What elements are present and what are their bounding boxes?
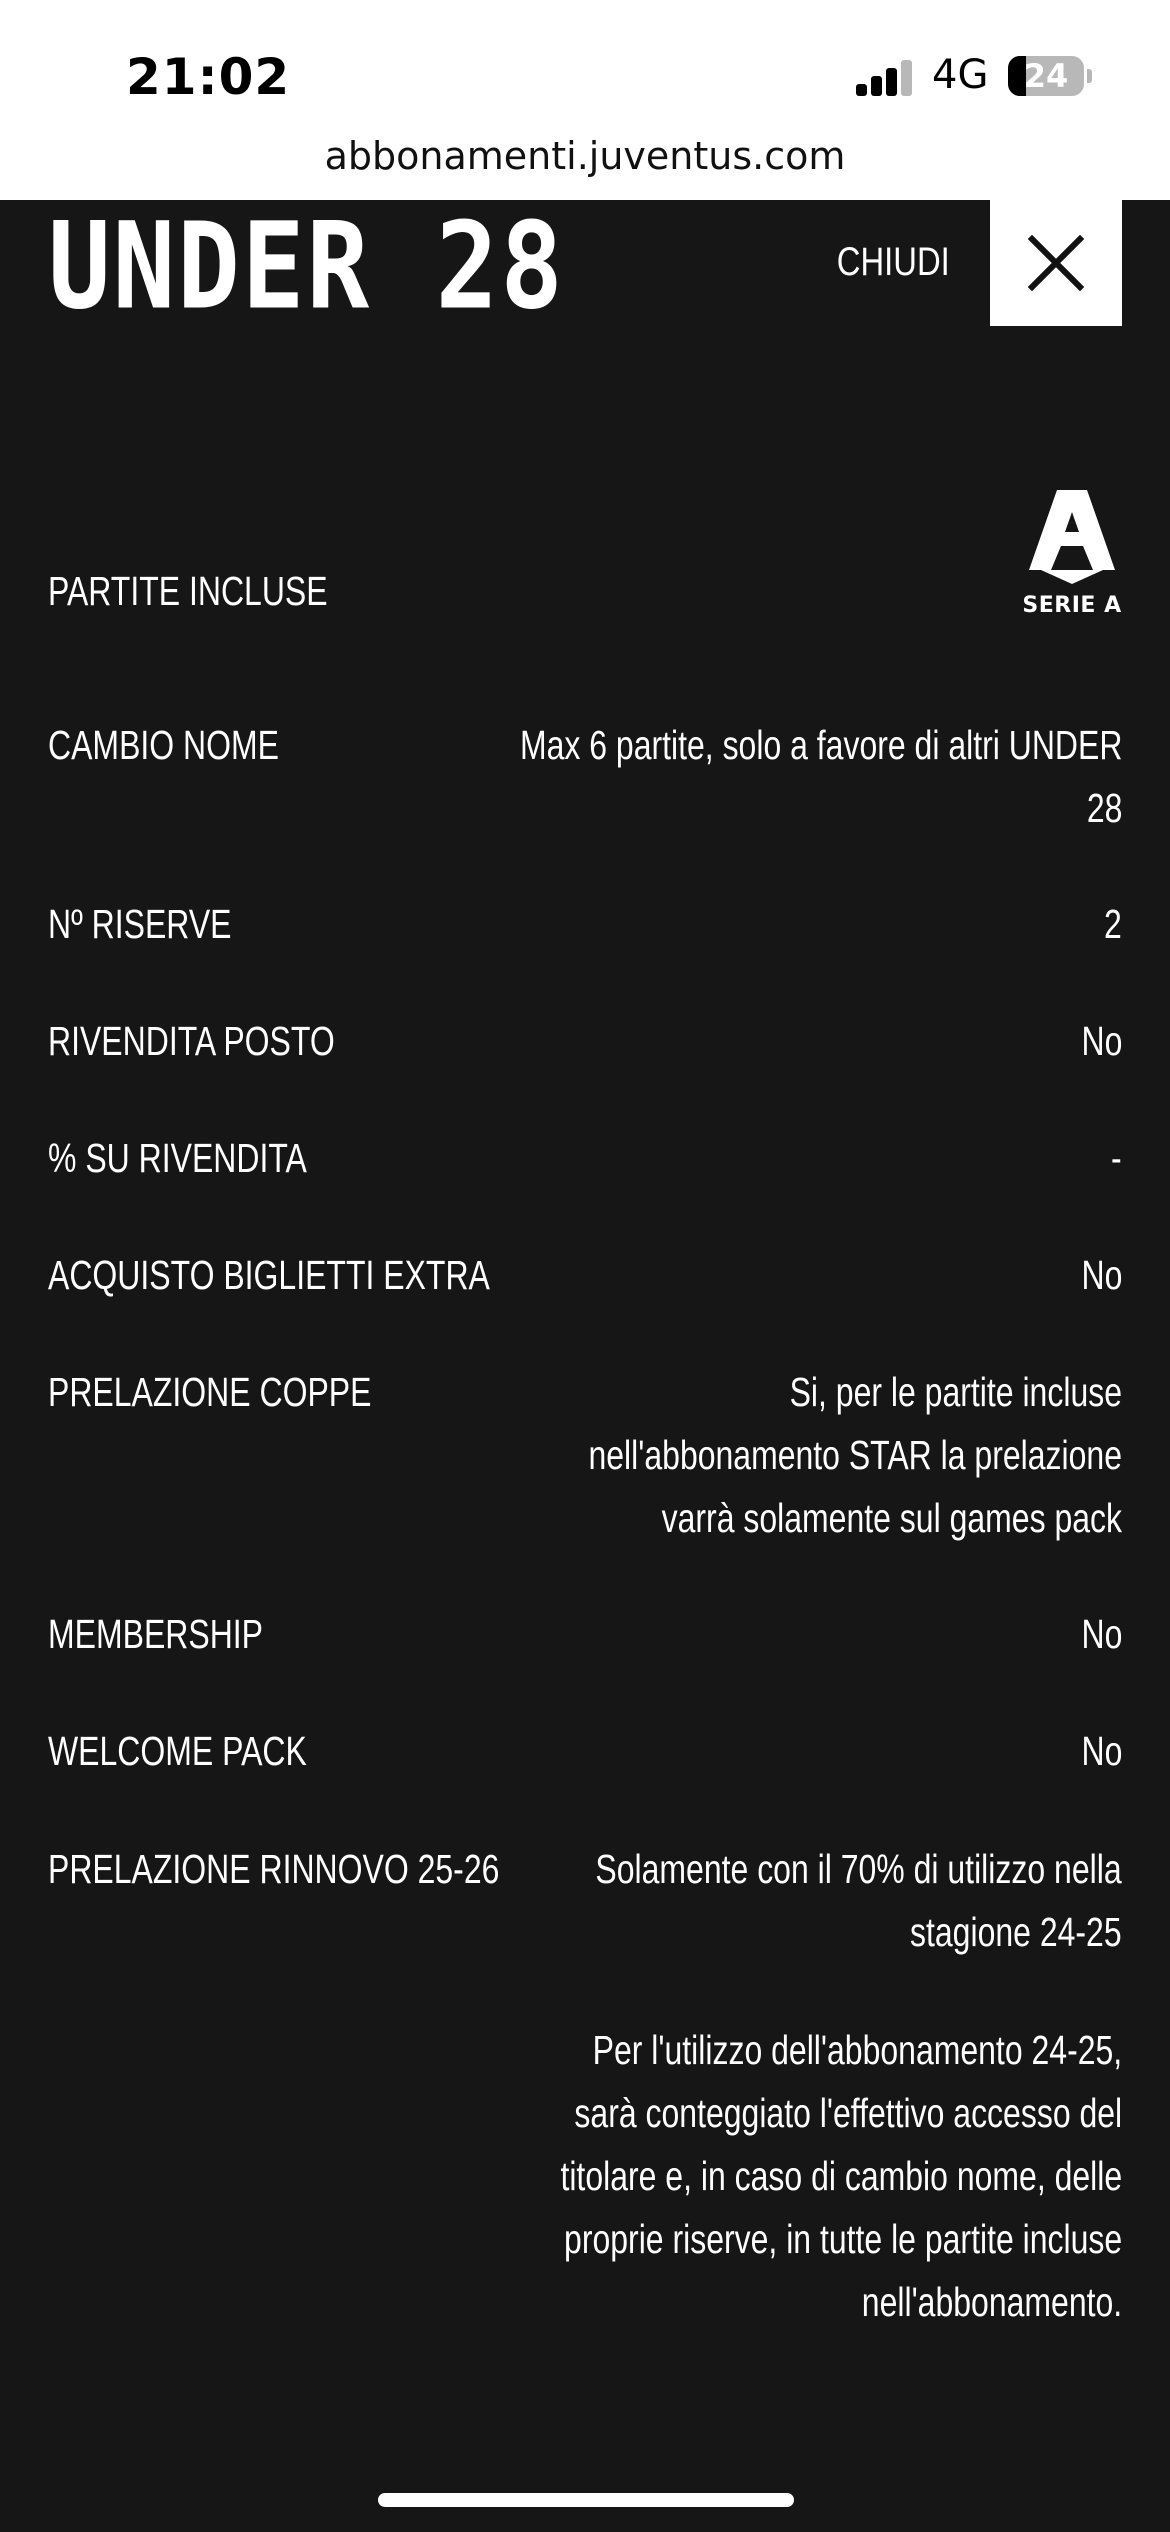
row-label: PARTITE INCLUSE: [48, 568, 328, 614]
row-value-line: Si, per le partite incluse: [789, 1369, 1122, 1415]
row-value-line: nell'abbonamento STAR la prelazione: [588, 1432, 1122, 1478]
row-value-line: varrà solamente sul games pack: [661, 1495, 1122, 1541]
serie-a-icon: [1027, 486, 1117, 586]
status-bar: [0, 0, 1170, 200]
battery-icon: [1008, 56, 1084, 96]
row-label: RIVENDITA POSTO: [48, 1018, 335, 1064]
close-icon: [1028, 235, 1084, 291]
row-value: [1111, 1127, 1122, 1190]
home-indicator[interactable]: [378, 2493, 794, 2507]
row-value-line: 28: [1086, 785, 1122, 831]
row-label: Nº RISERVE: [48, 901, 232, 947]
battery-cap: [1087, 69, 1092, 83]
row-value: [1081, 1603, 1122, 1666]
row-label: MEMBERSHIP: [48, 1611, 264, 1657]
row-value-line: No: [1081, 1252, 1122, 1298]
row-value-line: No: [1081, 1018, 1122, 1064]
row-value-line: -: [1111, 1135, 1122, 1181]
row-value: [1081, 1010, 1122, 1073]
usage-note-line: titolare e, in caso di cambio nome, delle: [560, 2153, 1122, 2199]
row-value-line: No: [1081, 1728, 1122, 1774]
page-title: UNDER 28: [48, 196, 565, 337]
row-value-line: 2: [1104, 901, 1122, 947]
row-value: [519, 714, 1122, 840]
serie-a-logo: [1022, 486, 1122, 618]
row-value: [588, 1361, 1122, 1550]
row-label: ACQUISTO BIGLIETTI EXTRA: [48, 1252, 490, 1298]
row-value: [1081, 1244, 1122, 1307]
row-value-line: Solamente con il 70% di utilizzo nella: [595, 1846, 1122, 1892]
row-value: [1081, 1720, 1122, 1783]
address-bar[interactable]: abbonamenti.juventus.com: [324, 134, 846, 178]
row-label: PRELAZIONE COPPE: [48, 1369, 372, 1415]
row-value-line: stagione 24-25: [910, 1909, 1122, 1955]
row-label: CAMBIO NOME: [48, 722, 279, 768]
row-value: [1104, 893, 1122, 956]
close-label[interactable]: CHIUDI: [837, 240, 950, 284]
row-label: WELCOME PACK: [48, 1728, 307, 1774]
signal-icon: [856, 58, 914, 96]
row-label: % SU RIVENDITA: [48, 1135, 307, 1181]
usage-note-line: proprie riserve, in tutte le partite incluse: [563, 2216, 1122, 2262]
row-value-line: No: [1081, 1611, 1122, 1657]
usage-note-line: sarà conteggiato l'effettivo accesso del: [574, 2090, 1122, 2136]
row-value: [596, 1838, 1122, 1964]
usage-note-line: Per l'utilizzo dell'abbonamento 24-25,: [592, 2027, 1122, 2073]
network-type: 4G: [932, 52, 989, 98]
row-value-line: Max 6 partite, solo a favore di altri UNDER: [519, 722, 1122, 768]
usage-note-line: nell'abbonamento.: [861, 2279, 1122, 2325]
close-button[interactable]: [990, 200, 1122, 326]
status-time: 21:02: [126, 48, 291, 106]
row-label: PRELAZIONE RINNOVO 25-26: [48, 1846, 500, 1892]
battery-level: 24: [1023, 57, 1069, 95]
serie-a-logo-text: SERIE A: [1022, 593, 1122, 618]
usage-note-text: [560, 2019, 1122, 2334]
